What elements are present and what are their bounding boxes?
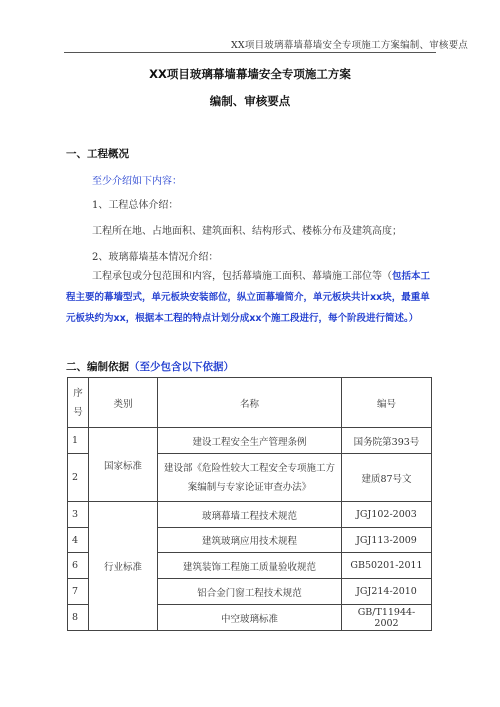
- section2-heading-note: （至少包含以下依据）: [129, 361, 234, 373]
- item1-text: 工程所在地、占地面积、建筑面积、结构形式、楼栋分布及建筑高度；: [92, 226, 402, 237]
- section2-heading: [66, 359, 234, 374]
- item2-paragraph: [66, 266, 436, 329]
- table-header-row: [68, 378, 432, 428]
- document-subtitle: 编制、审核要点: [209, 94, 291, 108]
- section1-heading: 一、工程概况: [66, 148, 129, 160]
- item2-text-plain: 工程承包或分包范围和内容，包括幕墙施工面积、幕墙施工部位等（: [92, 271, 392, 282]
- table-row: [68, 428, 432, 454]
- row-code: JGJ214-2010: [342, 579, 432, 605]
- row-no: 8: [68, 605, 89, 631]
- row-code: GB/T11944-2002: [342, 605, 432, 631]
- row-name: 中空玻璃标准: [158, 605, 342, 631]
- row-name: 建筑玻璃应用技术规程: [158, 528, 342, 553]
- row-no: 6: [68, 553, 89, 579]
- row-name: 建设部《危险性较大工程安全专项施工方案编制与专家论证审查办法》: [158, 454, 342, 502]
- row-no: 4: [68, 528, 89, 553]
- row-code: 国务院第393号: [342, 428, 432, 454]
- item2-title: 2、玻璃幕墙基本情况介绍：: [92, 252, 219, 263]
- section2-heading-prefix: 二、编制依据: [66, 361, 129, 373]
- row-name: 玻璃幕墙工程技术规范: [158, 502, 342, 528]
- item1-title: 1、工程总体介绍：: [92, 200, 179, 211]
- row-code: JGJ102-2003: [342, 502, 432, 528]
- section1-intro: 至少介绍如下内容：: [92, 176, 182, 187]
- row-no: 2: [68, 454, 89, 502]
- row-code: 建质87号文: [342, 454, 432, 502]
- row-code: JGJ113-2009: [342, 528, 432, 553]
- row-name: 建设工程安全生产管理条例: [158, 428, 342, 454]
- row-no: 1: [68, 428, 89, 454]
- row-code: GB50201-2011: [342, 553, 432, 579]
- col-header-code: 编号: [342, 378, 432, 428]
- row-name: 建筑装饰工程施工质量验收规范: [158, 553, 342, 579]
- category-industry: 行业标准: [89, 502, 158, 631]
- header-divider: [64, 52, 436, 53]
- col-header-name: 名称: [158, 378, 342, 428]
- row-no: 7: [68, 579, 89, 605]
- row-no: 3: [68, 502, 89, 528]
- col-header-no: 序号: [68, 378, 89, 428]
- col-header-category: 类别: [89, 378, 158, 428]
- category-national: 国家标准: [89, 428, 158, 502]
- page-header-text: XX项目玻璃幕墙幕墙安全专项施工方案编制、审核要点: [230, 40, 468, 51]
- basis-table: [67, 377, 432, 631]
- row-name: 铝合金门窗工程技术规范: [158, 579, 342, 605]
- item2-text-highlight: 包括本工程主要的幕墙型式，单元板块安装部位，纵立面幕墙简介，单元板块共计xx块，最重单元板块约为xx，根据本工程的特点计划分成xx个施工段进行，每个阶段进行简述。）: [66, 271, 431, 324]
- document-title: XX项目玻璃幕墙幕墙安全专项施工方案: [149, 67, 351, 81]
- table-row: [68, 502, 432, 528]
